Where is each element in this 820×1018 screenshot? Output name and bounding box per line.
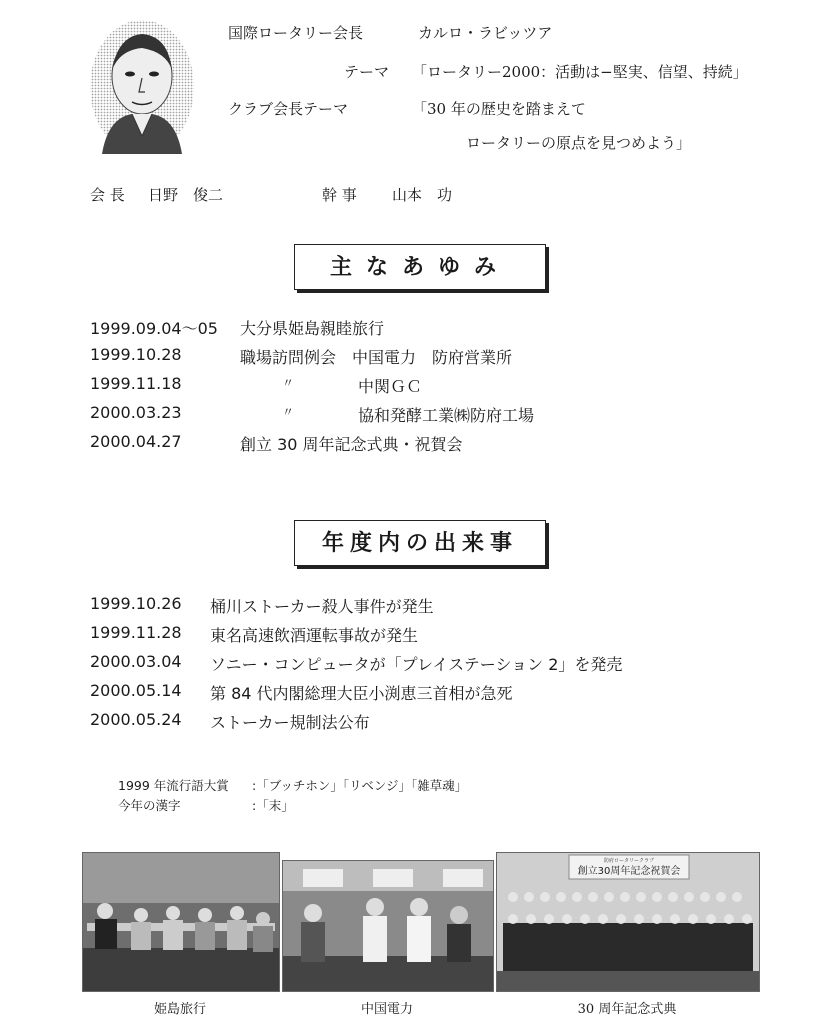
banner-small-text: 防府ロータリークラブ bbox=[603, 858, 655, 864]
theme-label: テーマ bbox=[344, 63, 390, 81]
item-date: 1999.09.04～05 bbox=[90, 319, 218, 338]
ditto-mark: 〃 bbox=[282, 405, 295, 419]
list-item bbox=[90, 345, 770, 367]
item-desc: 中関ＧＣ bbox=[358, 377, 423, 396]
item-desc: ストーカー規制法公布 bbox=[210, 713, 370, 732]
club-theme-label: クラブ会長テーマ bbox=[228, 100, 349, 118]
list-item bbox=[90, 594, 770, 616]
photo-himeshima-image bbox=[83, 853, 279, 991]
item-desc: 創立 30 周年記念式典・祝賀会 bbox=[240, 435, 463, 454]
club-theme-line2: ロータリーの原点を見つめよう」 bbox=[466, 134, 692, 152]
list-item bbox=[90, 652, 770, 674]
item-desc: ソニー・コンピュータが「プレイステーション 2」を発売 bbox=[210, 655, 623, 674]
list-item bbox=[90, 374, 770, 396]
item-desc: 協和発酵工業㈱防府工場 bbox=[358, 406, 535, 425]
secretary-name: 山本 功 bbox=[392, 186, 453, 204]
ayumi-list bbox=[90, 316, 770, 466]
photo-himeshima-trip bbox=[82, 852, 280, 992]
item-date: 2000.04.27 bbox=[90, 432, 182, 451]
ayumi-title-box bbox=[294, 244, 546, 290]
item-date: 1999.10.26 bbox=[90, 594, 182, 613]
item-date: 2000.05.14 bbox=[90, 681, 182, 700]
item-date: 2000.03.04 bbox=[90, 652, 182, 671]
ditto-mark: 〃 bbox=[282, 376, 295, 390]
theme-text: 「ロータリー2000：活動は−堅実、信望、持続」 bbox=[412, 63, 748, 81]
president-name: 日野 俊二 bbox=[148, 186, 224, 204]
president-label: 会 長 bbox=[90, 186, 125, 204]
ri-president-label: 国際ロータリー会長 bbox=[228, 24, 364, 42]
list-item bbox=[90, 403, 770, 425]
portrait-illustration bbox=[88, 18, 196, 156]
president-portrait bbox=[88, 18, 196, 156]
secretary-label: 幹 事 bbox=[322, 186, 357, 204]
events-list bbox=[90, 594, 770, 744]
list-item bbox=[90, 316, 770, 338]
photo-chugoku-electric bbox=[282, 860, 494, 992]
item-desc: 第 84 代内閣総理大臣小渕恵三首相が急死 bbox=[210, 684, 513, 703]
ayumi-title: 主なあゆみ bbox=[329, 254, 510, 280]
item-date: 1999.10.28 bbox=[90, 345, 182, 364]
item-date: 1999.11.18 bbox=[90, 374, 182, 393]
item-date: 1999.11.28 bbox=[90, 623, 182, 642]
ri-president-name: カルロ・ラビッツア bbox=[418, 24, 553, 42]
photo-caption-2: 中国電力 bbox=[360, 1002, 413, 1017]
item-desc: 大分県姫島親睦旅行 bbox=[240, 319, 385, 338]
item-date: 2000.05.24 bbox=[90, 710, 182, 729]
item-date: 2000.03.23 bbox=[90, 403, 182, 422]
events-title-box bbox=[294, 520, 546, 566]
photo-chugoku-image bbox=[283, 861, 493, 991]
banner-large-text: 創立30周年記念祝賀会 bbox=[577, 866, 681, 877]
club-theme-line1: 「30 年の歴史を踏まえて bbox=[412, 100, 586, 118]
photo-anniversary-image bbox=[497, 853, 759, 991]
buzzword-label: 1999 年流行語大賞 bbox=[118, 778, 229, 793]
item-desc: 桶川ストーカー殺人事件が発生 bbox=[210, 597, 434, 616]
list-item bbox=[90, 710, 770, 732]
photo-30th-anniversary bbox=[496, 852, 760, 992]
photo-caption-3: 30 周年記念式典 bbox=[577, 1002, 677, 1017]
item-desc: 東名高速飲酒運転事故が発生 bbox=[210, 626, 419, 645]
item-desc: 職場訪問例会 中国電力 防府営業所 bbox=[240, 348, 513, 367]
buzzword-value: :「ブッチホン」「リベンジ」「雑草魂」 bbox=[252, 778, 468, 793]
kanji-label: 今年の漢字 bbox=[118, 798, 181, 813]
events-title: 年度内の出来事 bbox=[321, 530, 518, 556]
list-item bbox=[90, 681, 770, 703]
photo-caption-1: 姫島旅行 bbox=[153, 1002, 206, 1017]
kanji-value: :「末」 bbox=[252, 798, 294, 813]
list-item bbox=[90, 623, 770, 645]
list-item bbox=[90, 432, 770, 454]
